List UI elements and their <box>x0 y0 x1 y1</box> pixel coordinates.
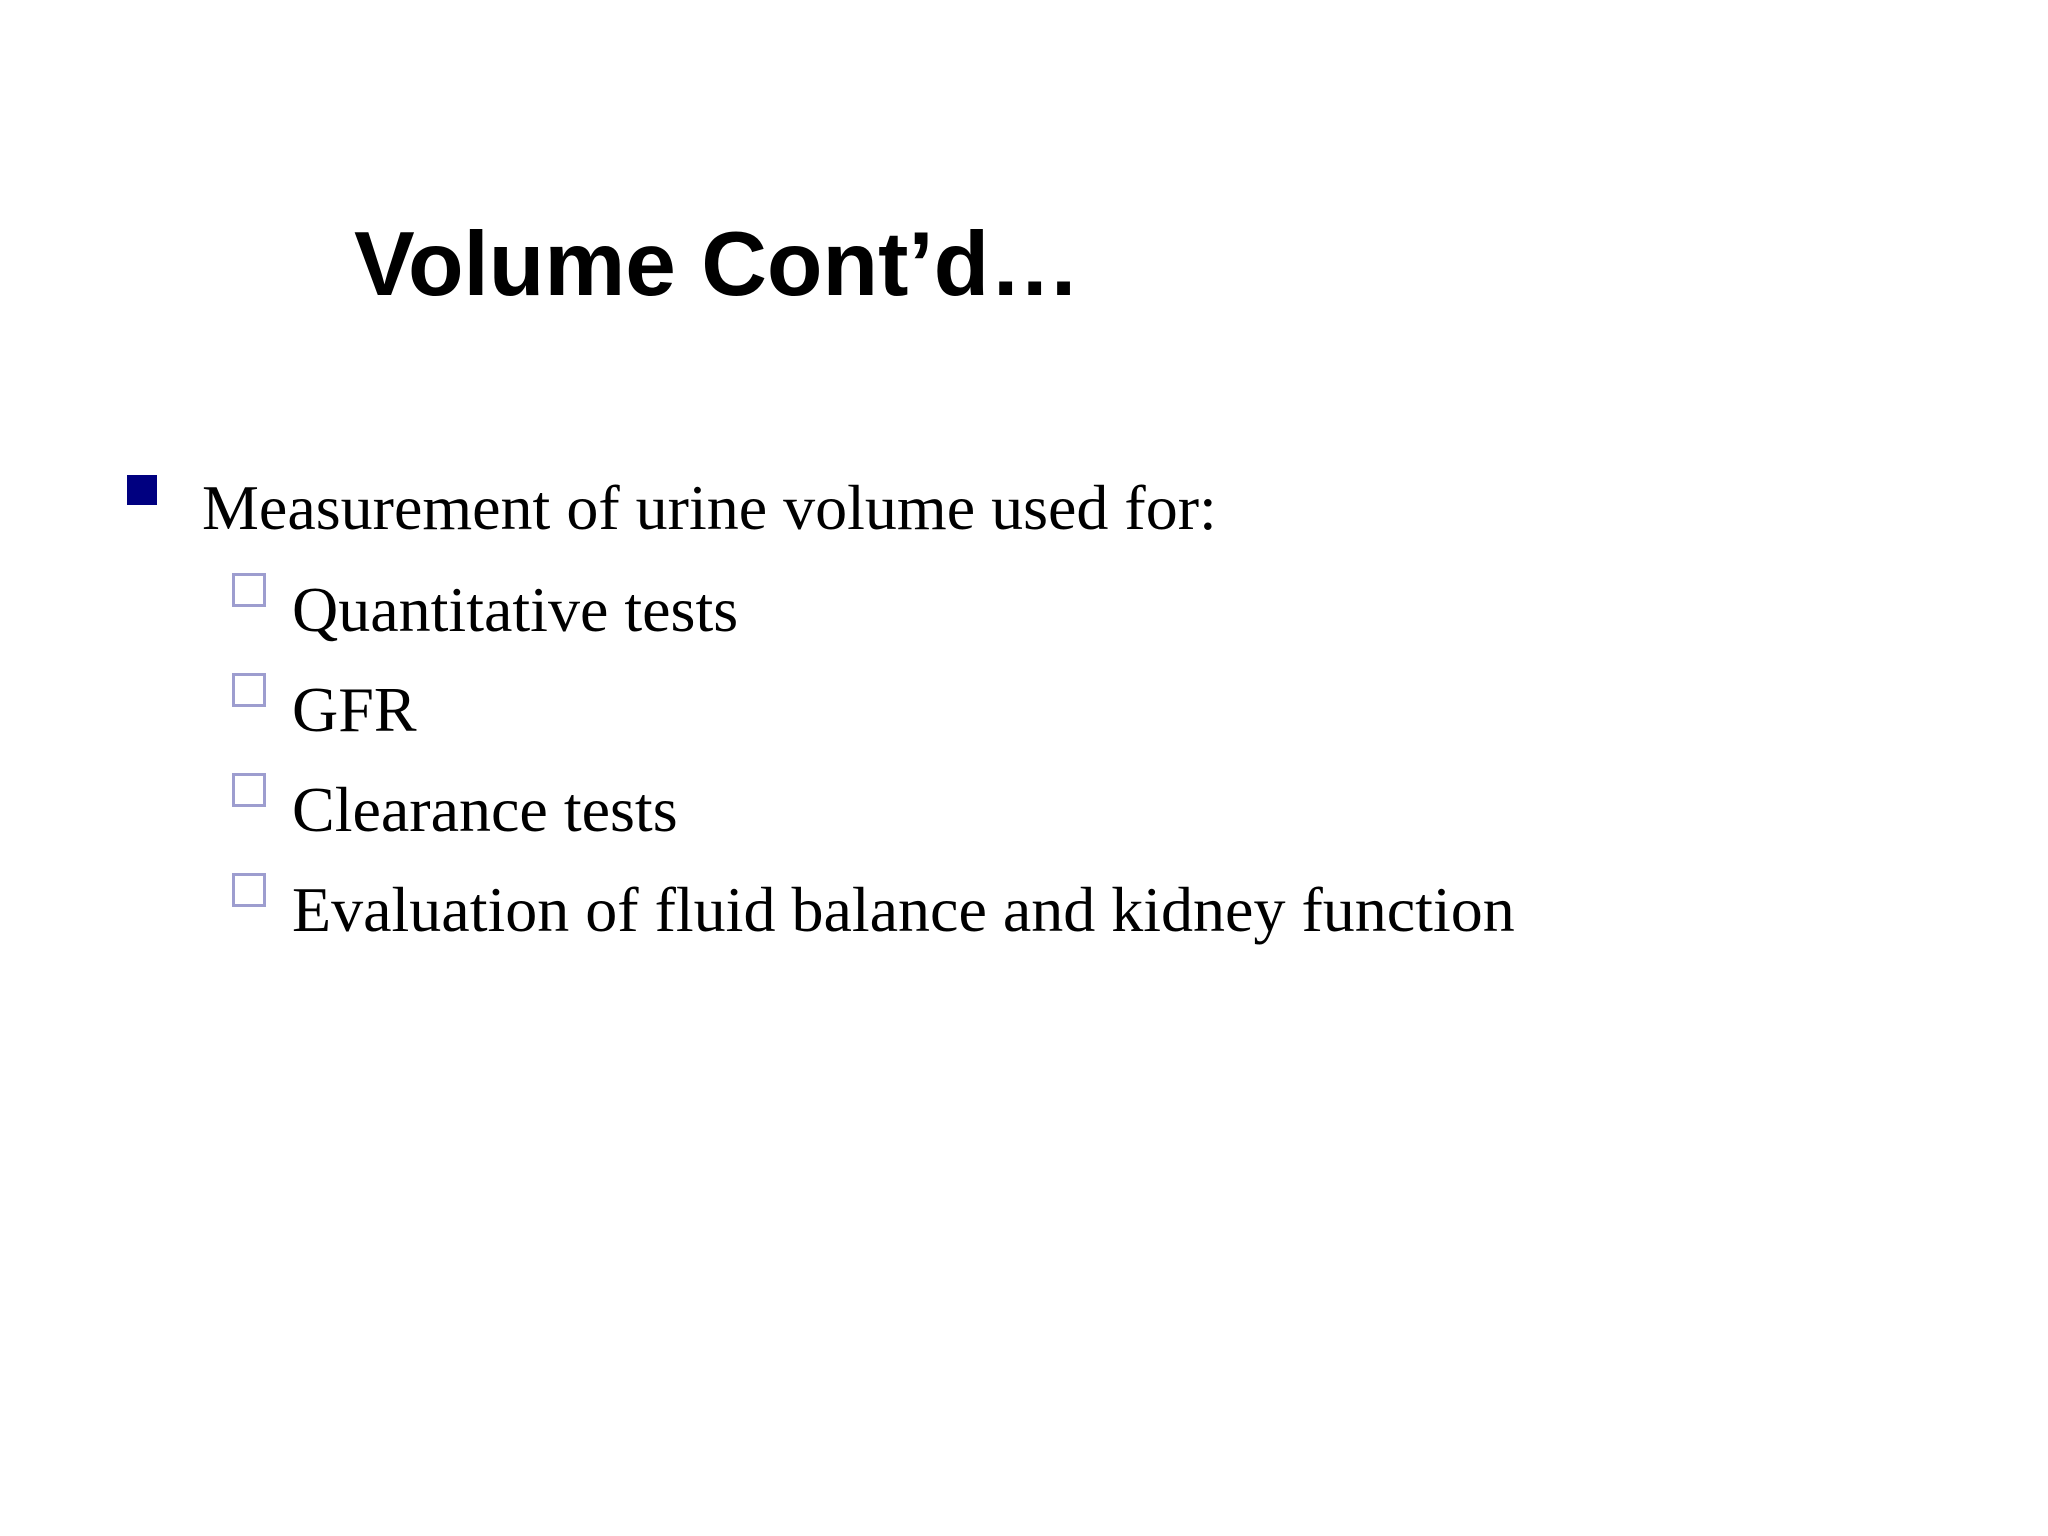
sub-bullet-clearance-tests: Clearance tests <box>292 774 678 845</box>
sub-bullet-quantitative-tests: Quantitative tests <box>292 574 739 645</box>
main-bullet-text: Measurement of urine volume used for: <box>202 472 1217 543</box>
hollow-square-bullet-icon <box>232 873 266 907</box>
sub-bullet-gfr: GFR <box>292 674 417 745</box>
slide-title: Volume Cont’d… <box>354 214 1081 315</box>
sub-bullet-fluid-balance: Evaluation of fluid balance and kidney function <box>292 874 1515 945</box>
square-bullet-icon <box>127 475 157 505</box>
hollow-square-bullet-icon <box>232 673 266 707</box>
hollow-square-bullet-icon <box>232 573 266 607</box>
hollow-square-bullet-icon <box>232 773 266 807</box>
